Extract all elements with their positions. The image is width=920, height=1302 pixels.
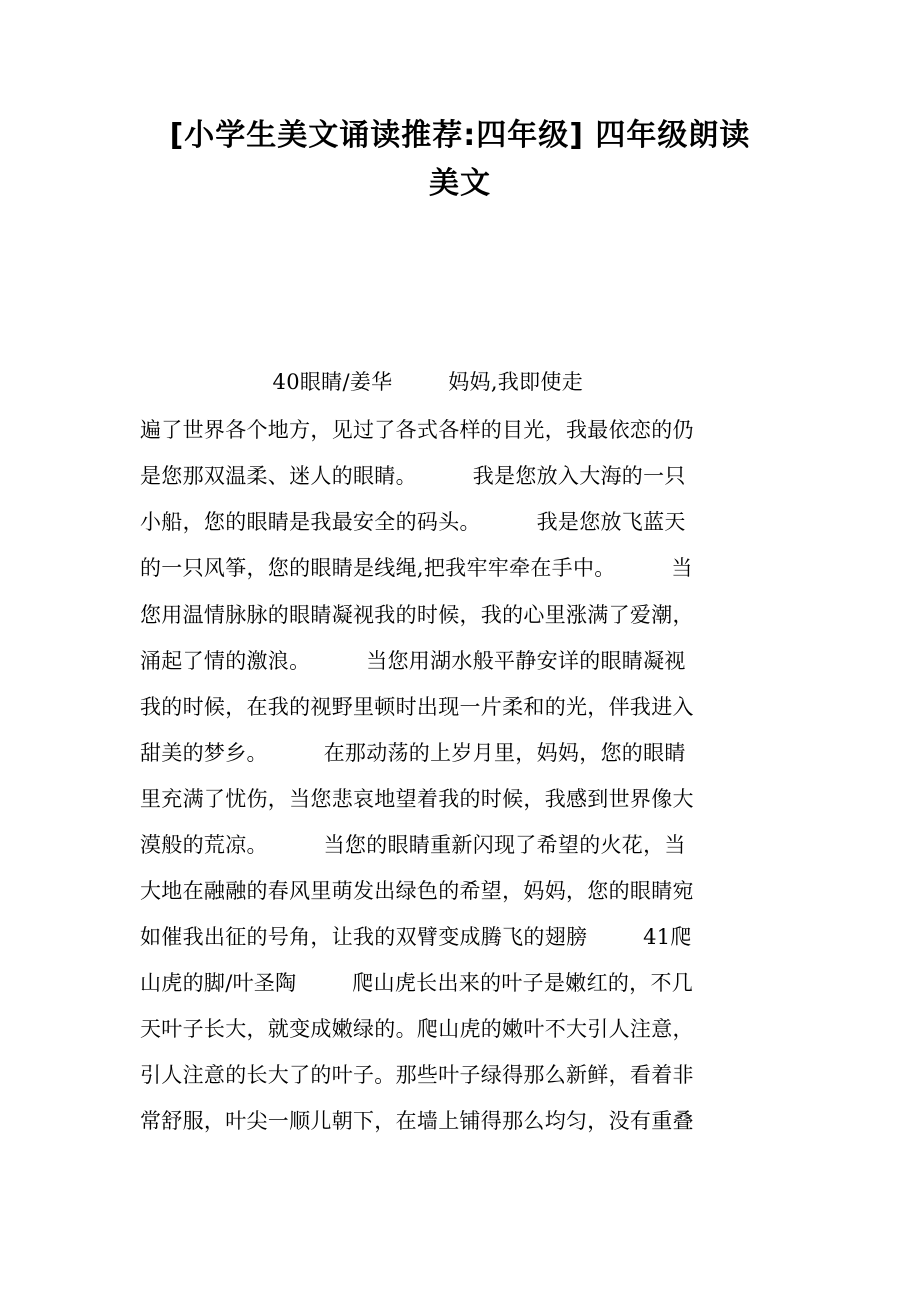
- body-line: 大地在融融的春风里萌发出绿色的希望，妈妈，您的眼睛宛: [140, 879, 694, 903]
- body-line: 40眼睛/姜华 妈妈,我即使走: [140, 370, 584, 394]
- body-line: 常舒服，叶尖一顺儿朝下，在墙上铺得那么均匀，没有重叠: [140, 1109, 694, 1133]
- body-line: 山虎的脚/叶圣陶 爬山虎长出来的叶子是嫩红的，不几: [140, 971, 694, 995]
- body-line: 我的时候，在我的视野里顿时出现一片柔和的光，伴我进入: [140, 695, 694, 719]
- body-line: 里充满了忧伤，当您悲哀地望着我的时候，我感到世界像大: [140, 787, 694, 811]
- body-line: 的一只风筝，您的眼睛是线绳,把我牢牢牵在手中。 当: [140, 556, 693, 580]
- body-line: 小船，您的眼睛是我最安全的码头。 我是您放飞蓝天: [140, 510, 686, 534]
- document-title-line-2: 美文: [429, 166, 491, 201]
- body-line: 遍了世界各个地方，见过了各式各样的目光，我最依恋的仍: [140, 418, 694, 442]
- body-line: 是您那双温柔、迷人的眼睛。 我是您放入大海的一只: [140, 464, 686, 488]
- body-line: 漠般的荒凉。 当您的眼睛重新闪现了希望的火花，当: [140, 833, 686, 857]
- body-line: 甜美的梦乡。 在那动荡的上岁月里，妈妈，您的眼睛: [140, 741, 686, 765]
- document-title-line-1: [小学生美文诵读推荐:四年级] 四年级朗读: [169, 118, 751, 153]
- body-line: 引人注意的长大了的叶子。那些叶子绿得那么新鲜，看着非: [140, 1063, 694, 1087]
- body-line: 如催我出征的号角，让我的双臂变成腾飞的翅膀 41爬: [140, 925, 692, 949]
- body-line: 天叶子长大，就变成嫩绿的。爬山虎的嫩叶不大引人注意，: [140, 1017, 694, 1041]
- body-line: 您用温情脉脉的眼睛凝视我的时候，我的心里涨满了爱潮，: [140, 603, 694, 627]
- body-line: 涌起了情的激浪。 当您用湖水般平静安详的眼睛凝视: [140, 649, 686, 673]
